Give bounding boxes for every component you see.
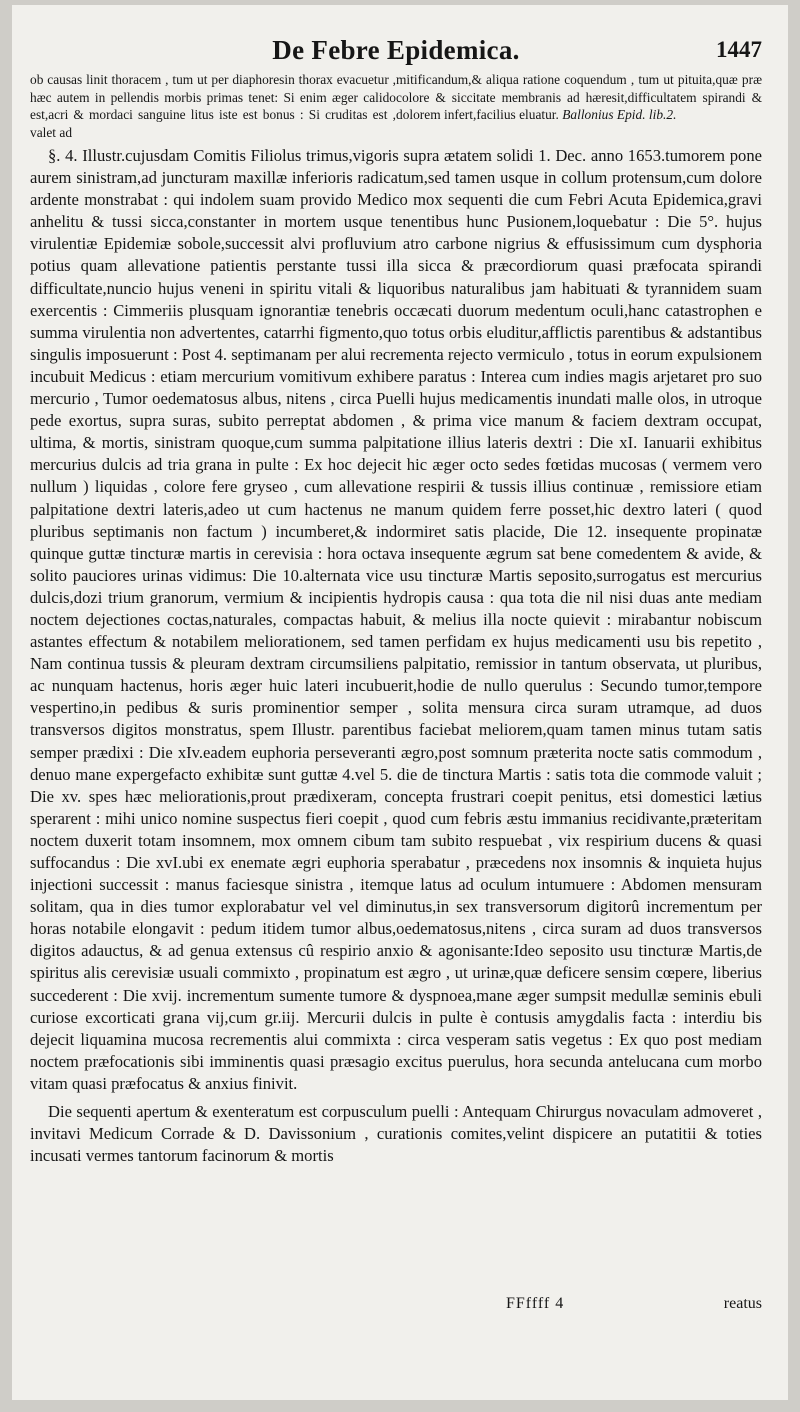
signature-mark: FFffff 4	[506, 1295, 565, 1312]
running-title: De Febre Epidemica.	[272, 35, 520, 65]
left-column	[30, 71, 396, 141]
page-number: 1447	[716, 37, 762, 62]
page-footer	[30, 1295, 762, 1319]
right-column-paragraph	[396, 71, 762, 124]
top-two-column-text	[30, 71, 762, 141]
left-column-text: ob causas linit thoracem , tum ut per diaphoresin thorax evacuetur , hæc autem in pellendis morbis primas tenet: Si enim æger calido est,acri & mordaci sanguine litus iste est bonus : Si cruditas est , valet ad	[30, 72, 396, 140]
right-column	[396, 71, 762, 141]
body-paragraph-1: §. 4. Illustr.cujusdam Comitis Filiolus trimus,vigoris supra ætatem solidi 1. Dec. anno 1653.tumorem pone aurem sinistram,ad juncturam maxillæ inferioris radicatum,sed tamen usque in collum protensum,cum dolore ardente monstrabat : qui indolem suam provido Medico mox sequenti die cum Febri Acuta Epidemica,gravi anhelitu & tussi sicca,constanter in mortem usque tenentibus hunc Pusionem,loquebatur : Die 5°. hujus virulentiæ Epidemiæ sobole,successit alvi profluvium atro carbone nigrius & effusissimum cum dysphoria potius quam allevatione patientis perstante tussi illa sicca & præcordiorum quasi præfocata spirandi difficultate,nuncio hujus veneni in spiritu vitali & liquoribus naturalibus jam habituati & tyrannidem suam exercentis : Cimmeriis plusquam ignorantiæ tenebris occæcati duorum medentum oculi,hanc catastrophen e summa virulentia non advertentes, catarrhi figmento,quo totus orbis eluditur,afflictis parentibus & adstantibus singulis imposuerunt : Post 4. septimanam per alui recrementa rejecto vermiculo , totus in eorum expulsionem incubuit Medicus : etiam mercurium vomitivum exhibere paratus : Interea cum indies magis arjetaret pro suo mercurio , Tumor oedematosus albus, nitens , circa Puelli hujus medicamentis inundati malle olos, in utroque pede exortus, supra suras, subito perreptat abdomen , & prima vice manum & faciem dextram occupat, ultima, & mortis, sinistram quoque,cum summa palpitatione illius lateris dextri : Die xI. Ianuarii exhibitus mercurius dulcis ad tria grana in pulte : Ex hoc dejecit hic æger octo sedes fœtidas mucosas ( vermem vero nullum ) liquidas , colore fere gryseo , cum allevatione respirii & tussis illius continuæ , remissiore etiam palpitatione dextri lateris,adeo ut cum hactenus ne manum quidem ferre posset,hic dextro lateri ( quod pluribus septimanis non factum ) incumberet,& indormiret satis placide, Die 12. insequente propinatæ quinque guttæ tincturæ martis in cerevisia : hora octava insequente ægrum sat bene comedentem & avide, & solito pauciores urinas vidimus: Die 10.alternata vice usu tincturæ Martis seposito,surrogatus est mercurius dulcis,dozi trium granorum, vermium & incipientis hydropis causa : qua tota die nil nisi duas ante mediam noctem dejectiones coctas,naturales, compactas habuit, & melius illa nocte quievit : mirabantur nobiscum astantes effectum & notabilem meliorationem, sed tamen perfidam ex hujus medicamenti usu bis repetito , Nam continua tussis & pleuram dextram circumsiliens palpitatio, remissior in tantum observata, ut pluribus, ac nunquam hactenus, horis æger huic lateri incubuerit,hodie de nullo querulus : Secundo tumor,tempore vespertino,in pedibus & suris prominentior semper , solita mensura circa suram utramque, ad duos transversos digitos monstratus, spem Illustr. parentibus faciebat meliorem,quam tamen minus tutam satis semper prædixi : Die xIv.eadem euphoria perseveranti ægro,post somnum præterita nocte satis commodum , denuo mane expergefacto exhibitæ sunt guttæ 4.vel 5. die de tinctura Martis : satis tota die commode valuit ; Die xv. spes hæc meliorationis,prout prædixeram, concepta frustrari coepit penitus, etsi domestici lætius sperarent : mihi unico nomine suspectus fieri coepit , quod cum febris æstu immanius recidivante,præteritam noctem duxerit totam insomnem, mox omnem cibum tam subito respuebat , vix respirium ducens & quasi suffocandus : Die xvI.ubi ex enemate ægri euphoria sperabatur , præcedens nox insomnis & inquieta hujus injectioni successit : manus faciesque sinistra , itemque latus ad oculum intumuere : Abdomen mensuram solitam, qua in dies tumor explorabatur vel vel diminutus,in sex transversorum digitorû incrementum per horas notabile elongavit : pedum itidem tumor albus,oedematosus,nitens , circa suram ad duos transversos digitos adauctus, & ad genua extensus cû respirio anxio & agonisante:Ideo seposito usu tincturæ Martis,de spiritus alis cerevisiæ usuali commixto , propinatum est ægro , ut urinæ,quæ deficere sensim cœpere, liberius succederent : Die xvij. incrementum sumente tumore & dyspnoea,mane æger sumpsit medullæ seminis ebuli curiose excorticati grana vij,cum gr.iij. Mercurii dulcis in pulte è contusis amygdalis facta : interdiu bis dejecit liquamina mucosa recrementis alui commixta : circa vesperam satis vegetus : Ex quo post mediam noctem præfocationis sibi imminentis quasi præsagio excitus puerulus, hora secunda antelucana cum morbo vitam quasi præfocatus & anxius finivit.	[30, 146, 762, 1093]
body-paragraph-2: Die sequenti apertum & exenteratum est corpusculum puelli : Antequam Chirurgus novaculam admoveret , invitavi Medicum Corrade & D. Davissonium , curationis comites,velint dispicere an putatitii & toties incusati vermes tantorum facinorum & mortis	[30, 1102, 762, 1166]
catchword: reatus	[723, 1295, 762, 1312]
book-page	[12, 5, 788, 1400]
page-header	[30, 35, 762, 69]
right-column-text: mitificandum,& aliqua ratione coquendum , tum ut pituita,quæ præ colore & siccitate membranis ad hæresit,difficultatem spirandi & dolorem infert,facilius eluatur.	[396, 72, 762, 122]
citation: Ballonius Epid. lib.2.	[562, 107, 677, 122]
